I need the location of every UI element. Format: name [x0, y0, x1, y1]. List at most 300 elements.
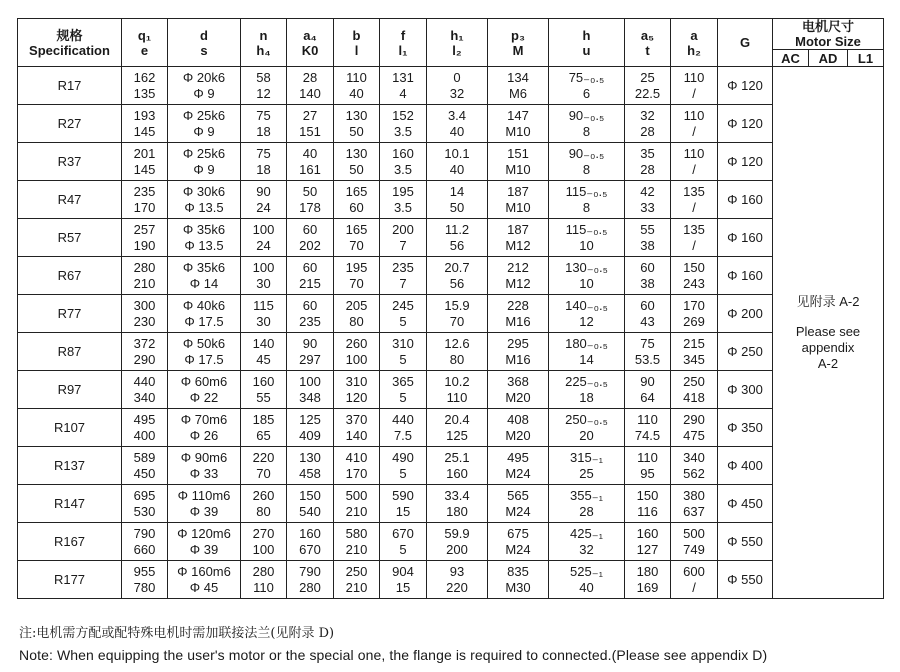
value-top: 110	[683, 107, 705, 123]
value-bottom: 151	[299, 123, 321, 139]
value-top: 90	[302, 335, 318, 351]
value-cell	[334, 257, 380, 295]
value-top: 20.4	[444, 411, 470, 427]
g-cell: Φ 120	[718, 105, 773, 143]
value-cell	[334, 105, 380, 143]
value-bottom: 30	[256, 313, 271, 329]
value-bottom: M24	[505, 541, 531, 557]
value-bottom: 110	[253, 579, 274, 595]
value-top: 215	[683, 335, 705, 351]
value-cell	[122, 561, 168, 599]
value-bottom: 70	[349, 237, 364, 253]
value-top: 165	[345, 183, 368, 199]
value-cell	[122, 333, 168, 371]
g-cell: Φ 550	[718, 561, 773, 599]
value-cell	[122, 143, 168, 181]
value-bottom: 95	[640, 465, 655, 481]
table-row	[18, 371, 884, 409]
value-bottom: 15	[395, 579, 411, 595]
value-cell	[549, 333, 625, 371]
value-top: 408	[507, 411, 529, 427]
value-top: 140	[252, 335, 275, 351]
table-row	[18, 409, 884, 447]
value-bottom: 80	[349, 313, 364, 329]
value-top: 40	[302, 145, 318, 161]
value-cell	[488, 561, 549, 599]
value-top: 228	[507, 297, 529, 313]
value-cell	[287, 561, 334, 599]
motor-note-cn: 见附录 A-2	[796, 293, 860, 309]
value-bottom: 28	[579, 503, 594, 519]
value-top: 790	[299, 563, 321, 579]
value-bottom: 40	[579, 579, 594, 595]
value-cell	[380, 219, 427, 257]
value-cell	[287, 257, 334, 295]
value-top: 370	[345, 411, 368, 427]
value-cell	[287, 105, 334, 143]
value-cell	[671, 67, 718, 105]
table-row	[18, 485, 884, 523]
value-cell	[380, 371, 427, 409]
value-bottom: /	[692, 237, 696, 253]
value-cell	[549, 143, 625, 181]
value-cell	[427, 561, 488, 599]
value-top: 115₋₀.₅	[565, 183, 608, 199]
value-top: 670	[392, 525, 414, 541]
value-top: 372	[133, 335, 156, 351]
table-row	[18, 333, 884, 371]
value-top: 201	[133, 145, 156, 161]
value-bottom: 45	[256, 351, 271, 367]
value-cell	[488, 447, 549, 485]
value-top: 90	[640, 373, 655, 389]
value-bottom: M24	[505, 465, 531, 481]
value-bottom: 70	[349, 275, 364, 291]
value-cell	[168, 333, 241, 371]
value-bottom: 12	[256, 85, 271, 101]
value-top: 260	[252, 487, 275, 503]
value-bottom: 38	[640, 237, 655, 253]
value-bottom: 210	[345, 541, 368, 557]
value-top: 151	[507, 145, 529, 161]
value-top: 0	[453, 69, 461, 85]
header-p3-m: p₃ M	[488, 19, 549, 67]
value-top: 160	[392, 145, 414, 161]
value-bottom: 230	[133, 313, 156, 329]
value-cell	[241, 447, 287, 485]
value-cell	[168, 181, 241, 219]
value-cell	[122, 67, 168, 105]
value-bottom: 18	[579, 389, 594, 405]
spec-table	[17, 18, 884, 599]
motor-note-en-1: Please see	[795, 323, 861, 339]
value-bottom: 8	[582, 161, 591, 177]
value-top: 150	[299, 487, 321, 503]
value-bottom: 450	[133, 465, 156, 481]
value-top: 695	[133, 487, 156, 503]
value-cell	[241, 67, 287, 105]
value-bottom: 269	[683, 313, 705, 329]
value-top: 35	[640, 145, 655, 161]
value-cell	[122, 219, 168, 257]
value-top: 14	[449, 183, 465, 199]
value-bottom: 145	[133, 123, 156, 139]
value-cell	[380, 333, 427, 371]
table-row	[18, 219, 884, 257]
g-cell: Φ 400	[718, 447, 773, 485]
g-cell: Φ 200	[718, 295, 773, 333]
value-bottom: 780	[133, 579, 156, 595]
value-cell	[488, 143, 549, 181]
value-bottom: 180	[446, 503, 468, 519]
value-top: Φ 35k6	[182, 221, 226, 237]
table-row	[18, 143, 884, 181]
value-top: Φ 35k6	[182, 259, 226, 275]
value-top: 50	[302, 183, 318, 199]
value-top: 235	[133, 183, 156, 199]
value-top: 257	[133, 221, 156, 237]
value-cell	[427, 219, 488, 257]
value-top: 250₋₀.₅	[565, 411, 608, 427]
g-cell: Φ 160	[718, 181, 773, 219]
value-cell	[334, 333, 380, 371]
value-bottom: 170	[133, 199, 156, 215]
value-cell	[380, 257, 427, 295]
header-a4-k0: a₄ K0	[287, 19, 334, 67]
value-bottom: 749	[683, 541, 705, 557]
value-cell	[122, 371, 168, 409]
value-top: 260	[345, 335, 368, 351]
value-cell	[549, 219, 625, 257]
value-top: 162	[133, 69, 156, 85]
value-top: Φ 60m6	[180, 373, 228, 389]
value-top: 310	[345, 373, 368, 389]
table-row	[18, 181, 884, 219]
value-top: 130	[345, 107, 368, 123]
value-bottom: 32	[449, 85, 465, 101]
value-top: 60	[640, 297, 655, 313]
value-bottom: 7	[399, 275, 407, 291]
table-row	[18, 523, 884, 561]
model-cell: R97	[18, 371, 122, 409]
value-bottom: 418	[683, 389, 705, 405]
value-bottom: M20	[505, 389, 531, 405]
value-bottom: 210	[133, 275, 156, 291]
value-bottom: 297	[299, 351, 321, 367]
value-cell	[287, 333, 334, 371]
value-top: 59.9	[444, 525, 470, 541]
value-top: 58	[256, 69, 271, 85]
value-bottom: Φ 22	[189, 389, 219, 405]
value-top: 490	[392, 449, 414, 465]
value-top: 365	[392, 373, 414, 389]
spec-table-wrapper	[17, 18, 884, 599]
value-bottom: 5	[399, 465, 407, 481]
value-top: 205	[345, 297, 368, 313]
value-cell	[427, 447, 488, 485]
model-cell: R37	[18, 143, 122, 181]
value-cell	[549, 181, 625, 219]
value-bottom: 160	[446, 465, 468, 481]
g-cell: Φ 160	[718, 257, 773, 295]
header-ac: AC	[773, 50, 809, 67]
value-top: 295	[507, 335, 529, 351]
value-bottom: 70	[449, 313, 465, 329]
value-bottom: 540	[299, 503, 321, 519]
value-bottom: 127	[636, 541, 659, 557]
value-top: Φ 70m6	[180, 411, 228, 427]
value-bottom: 458	[299, 465, 321, 481]
value-top: 75	[640, 335, 655, 351]
value-bottom: /	[692, 85, 696, 101]
value-top: 135	[683, 221, 705, 237]
value-cell	[168, 485, 241, 523]
value-cell	[334, 295, 380, 333]
value-top: 160	[636, 525, 659, 541]
value-cell	[168, 219, 241, 257]
value-top: 160	[299, 525, 321, 541]
value-cell	[427, 485, 488, 523]
value-cell	[549, 295, 625, 333]
value-bottom: 670	[299, 541, 321, 557]
value-top: 195	[392, 183, 414, 199]
value-cell	[427, 333, 488, 371]
value-top: 100	[252, 221, 275, 237]
value-bottom: 56	[449, 275, 465, 291]
value-cell	[671, 371, 718, 409]
header-q1-e: q₁ e	[122, 19, 168, 67]
value-top: 425₋₁	[570, 525, 603, 541]
value-bottom: 135	[133, 85, 156, 101]
value-top: 131	[392, 69, 414, 85]
value-top: Φ 110m6	[177, 487, 231, 503]
value-bottom: 140	[345, 427, 368, 443]
value-cell	[287, 485, 334, 523]
value-cell	[287, 219, 334, 257]
value-cell	[380, 143, 427, 181]
value-cell	[380, 295, 427, 333]
value-top: 212	[507, 259, 529, 275]
value-top: 28	[302, 69, 318, 85]
value-top: 20.7	[444, 259, 470, 275]
value-top: 11.2	[444, 221, 470, 237]
value-cell	[168, 105, 241, 143]
value-cell	[241, 105, 287, 143]
model-cell: R177	[18, 561, 122, 599]
value-top: 75₋₀.₅	[568, 69, 605, 85]
value-top: 380	[683, 487, 705, 503]
value-cell	[122, 295, 168, 333]
value-top: 300	[133, 297, 156, 313]
value-top: Φ 30k6	[182, 183, 226, 199]
value-bottom: Φ 14	[189, 275, 219, 291]
value-cell	[549, 105, 625, 143]
value-bottom: 145	[133, 161, 156, 177]
value-bottom: 210	[345, 503, 368, 519]
value-top: 150	[683, 259, 705, 275]
value-top: 187	[507, 221, 529, 237]
model-cell: R147	[18, 485, 122, 523]
value-cell	[241, 257, 287, 295]
value-cell	[488, 295, 549, 333]
value-top: 495	[507, 449, 529, 465]
value-top: 10.1	[444, 145, 470, 161]
value-cell	[168, 257, 241, 295]
value-top: 75	[256, 145, 271, 161]
value-cell	[334, 561, 380, 599]
value-bottom: 290	[133, 351, 156, 367]
value-cell	[287, 523, 334, 561]
value-cell	[287, 67, 334, 105]
value-bottom: /	[692, 579, 696, 595]
value-cell	[241, 561, 287, 599]
model-cell: R87	[18, 333, 122, 371]
value-top: 675	[507, 525, 529, 541]
value-top: 42	[640, 183, 655, 199]
value-bottom: 345	[683, 351, 705, 367]
value-bottom: M24	[505, 503, 531, 519]
value-top: 790	[133, 525, 156, 541]
value-top: 93	[449, 563, 465, 579]
value-cell	[334, 523, 380, 561]
value-top: 160	[252, 373, 275, 389]
value-bottom: 24	[256, 199, 271, 215]
value-top: 580	[345, 525, 368, 541]
value-bottom: /	[692, 199, 696, 215]
value-cell	[671, 409, 718, 447]
model-cell: R167	[18, 523, 122, 561]
value-cell	[625, 523, 671, 561]
value-top: 100	[299, 373, 321, 389]
value-cell	[334, 219, 380, 257]
value-bottom: 4	[399, 85, 407, 101]
value-cell	[287, 295, 334, 333]
value-top: 60	[302, 221, 318, 237]
value-bottom: 200	[446, 541, 468, 557]
value-top: 134	[507, 69, 529, 85]
value-cell	[488, 371, 549, 409]
spacer	[773, 310, 883, 324]
value-cell	[334, 485, 380, 523]
value-cell	[380, 181, 427, 219]
note-english: Note: When equipping the user's motor or the special one, the flange is required to connected.(Please see appendix D)	[19, 647, 768, 663]
value-bottom: M20	[505, 427, 531, 443]
value-bottom: Φ 9	[193, 123, 215, 139]
value-bottom: 5	[399, 313, 407, 329]
value-cell	[625, 143, 671, 181]
value-cell	[334, 447, 380, 485]
value-cell	[488, 219, 549, 257]
value-cell	[625, 371, 671, 409]
value-cell	[380, 447, 427, 485]
value-cell	[488, 257, 549, 295]
value-bottom: 190	[133, 237, 156, 253]
value-cell	[549, 561, 625, 599]
value-top: 500	[683, 525, 705, 541]
value-top: 250	[345, 563, 368, 579]
value-bottom: 10	[579, 275, 594, 291]
value-top: 90₋₀.₅	[568, 145, 605, 161]
value-top: 60	[302, 297, 318, 313]
value-bottom: 530	[133, 503, 156, 519]
model-cell: R47	[18, 181, 122, 219]
value-top: 10.2	[444, 373, 470, 389]
value-bottom: 55	[256, 389, 271, 405]
value-bottom: Φ 33	[189, 465, 219, 481]
header-f-l1: f l₁	[380, 19, 427, 67]
value-top: 130	[299, 449, 321, 465]
value-cell	[549, 371, 625, 409]
value-bottom: 562	[683, 465, 705, 481]
value-top: 152	[392, 107, 414, 123]
value-cell	[549, 447, 625, 485]
value-cell	[671, 105, 718, 143]
value-cell	[427, 523, 488, 561]
value-bottom: 348	[299, 389, 321, 405]
value-top: 60	[302, 259, 318, 275]
value-cell	[122, 485, 168, 523]
table-row	[18, 561, 884, 599]
value-cell	[122, 181, 168, 219]
value-bottom: 7.5	[393, 427, 413, 443]
g-cell: Φ 300	[718, 371, 773, 409]
value-cell	[334, 371, 380, 409]
value-top: 15.9	[444, 297, 470, 313]
value-bottom: 50	[349, 123, 364, 139]
value-cell	[488, 485, 549, 523]
value-bottom: 215	[299, 275, 321, 291]
value-top: 135	[683, 183, 705, 199]
value-cell	[671, 143, 718, 181]
motor-size-note	[773, 67, 884, 599]
header-b-l: b l	[334, 19, 380, 67]
value-cell	[380, 409, 427, 447]
value-bottom: 110	[446, 389, 468, 405]
value-cell	[625, 181, 671, 219]
value-cell	[241, 295, 287, 333]
model-cell: R17	[18, 67, 122, 105]
value-bottom: M30	[505, 579, 531, 595]
value-bottom: 64	[640, 389, 655, 405]
value-top: 280	[252, 563, 275, 579]
value-bottom: 18	[256, 161, 271, 177]
value-bottom: M6	[508, 85, 528, 101]
table-row	[18, 447, 884, 485]
value-bottom: 15	[395, 503, 411, 519]
value-top: 32	[640, 107, 655, 123]
value-bottom: 243	[683, 275, 705, 291]
value-cell	[625, 485, 671, 523]
value-cell	[549, 409, 625, 447]
model-cell: R27	[18, 105, 122, 143]
value-bottom: Φ 17.5	[184, 313, 224, 329]
value-top: 25.1	[444, 449, 470, 465]
value-bottom: 53.5	[634, 351, 661, 367]
value-top: 310	[392, 335, 414, 351]
value-top: 440	[392, 411, 414, 427]
value-cell	[427, 295, 488, 333]
value-cell	[488, 105, 549, 143]
value-cell	[287, 143, 334, 181]
value-top: 180₋₀.₅	[565, 335, 608, 351]
value-bottom: M16	[505, 313, 531, 329]
value-top: 115₋₀.₅	[565, 221, 608, 237]
value-cell	[549, 67, 625, 105]
model-cell: R57	[18, 219, 122, 257]
value-bottom: 210	[345, 579, 368, 595]
value-bottom: 116	[637, 503, 658, 519]
value-bottom: 74.5	[634, 427, 661, 443]
